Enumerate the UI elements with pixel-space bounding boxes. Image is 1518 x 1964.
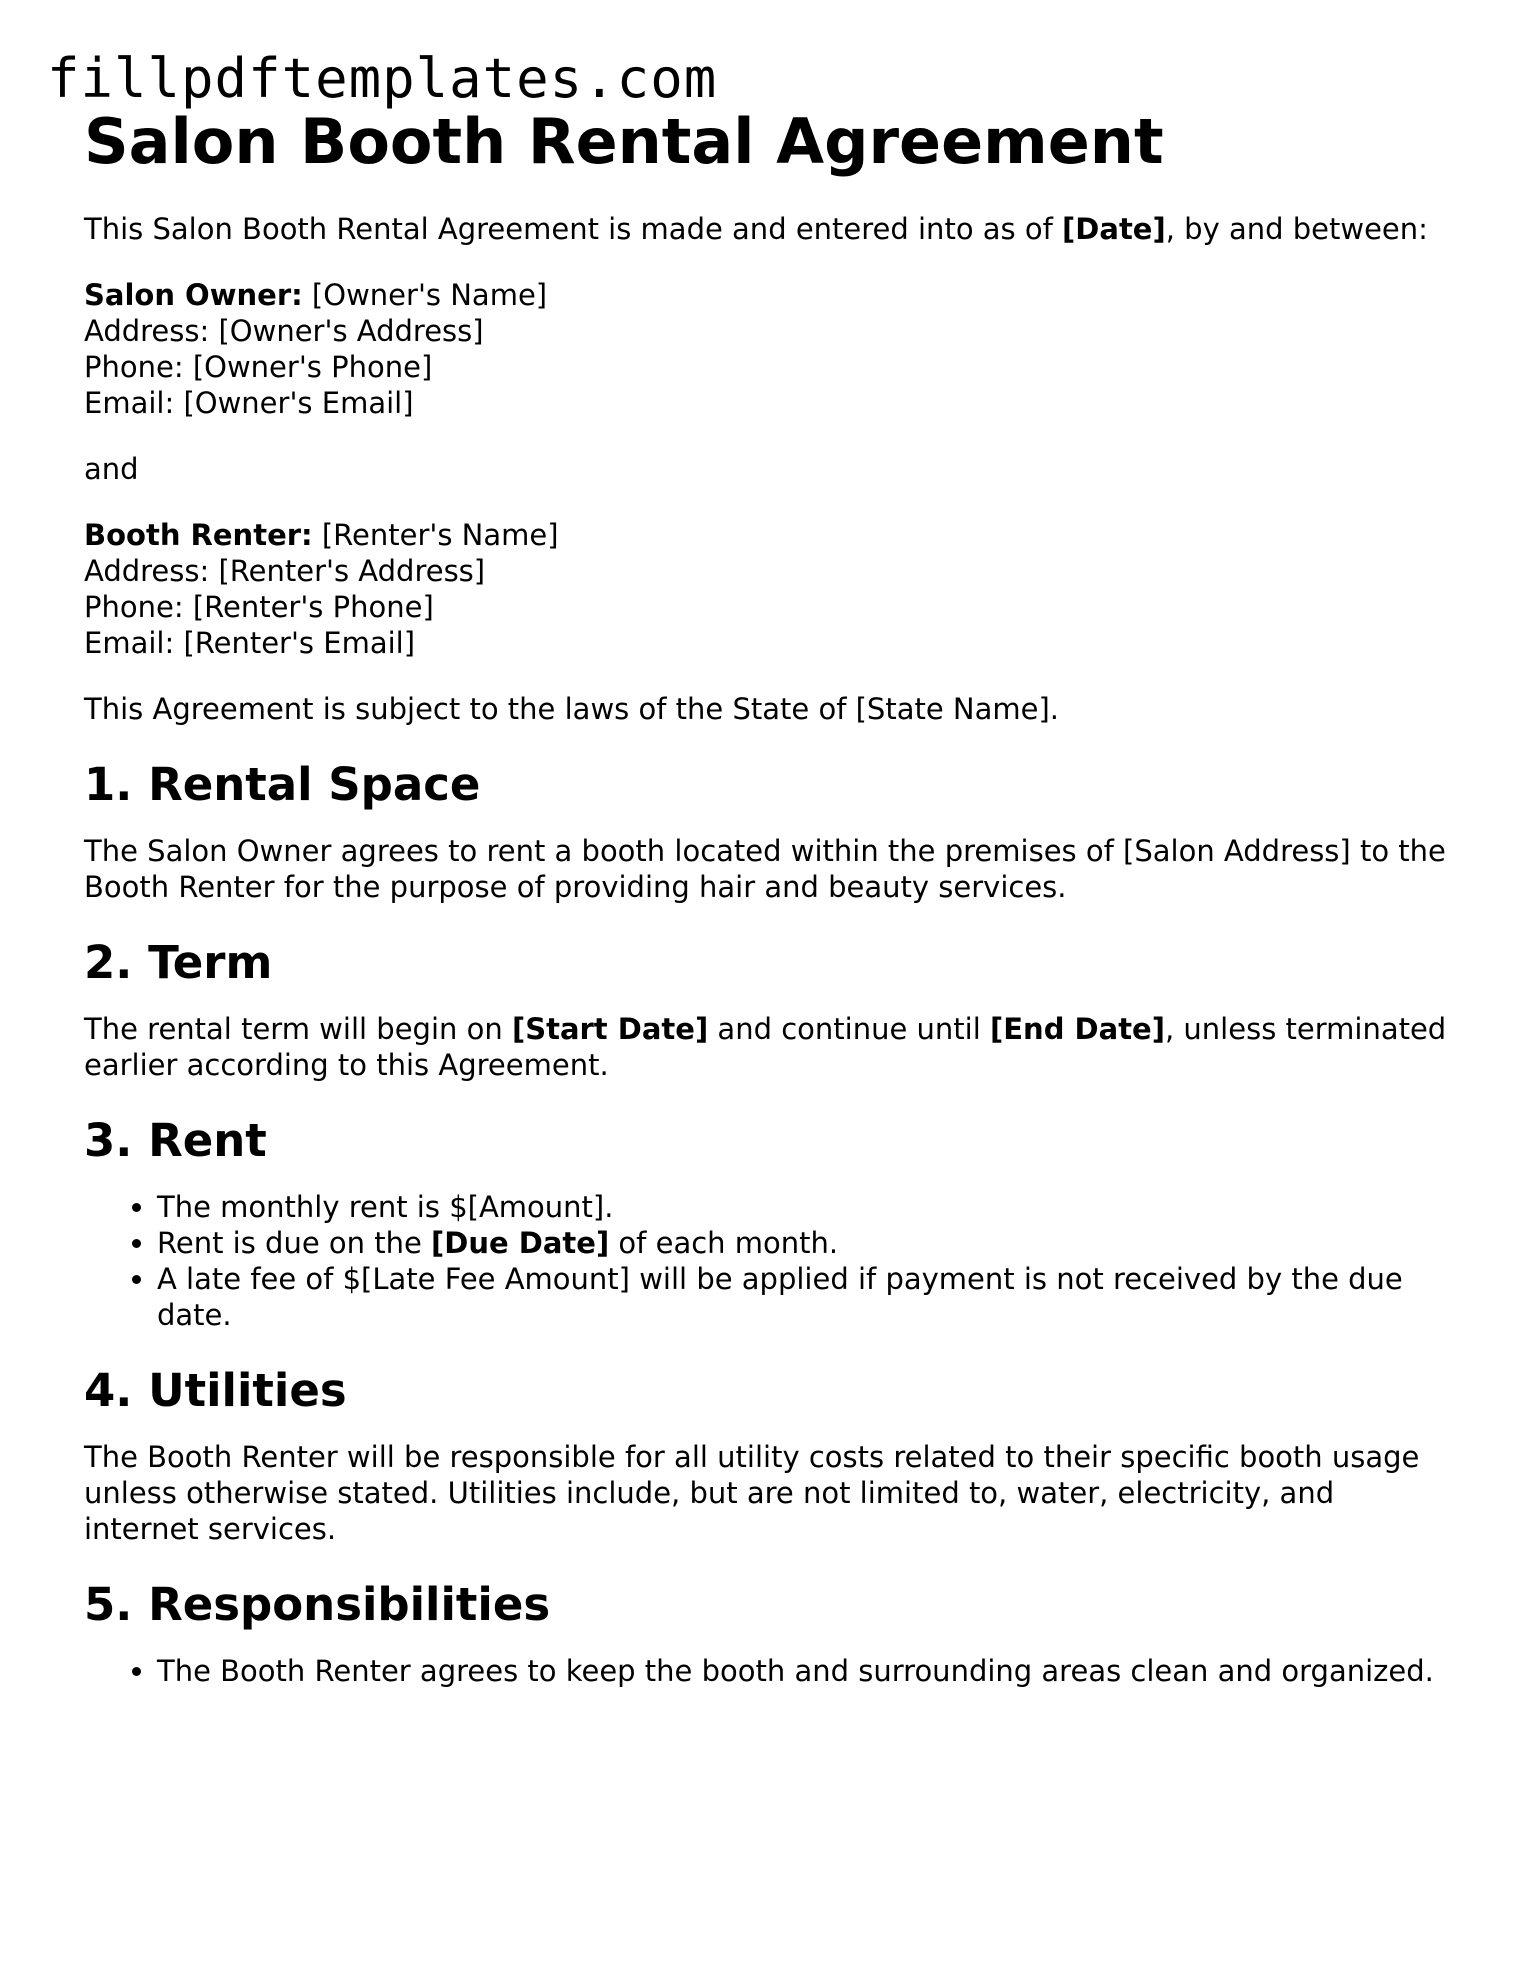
renter-address: Address: [Renter's Address] <box>84 554 486 588</box>
watermark: fillpdftemplates.com <box>47 47 718 110</box>
document-page <box>84 104 1454 1719</box>
rent-item-amount: • The monthly rent is $[Amount]. <box>157 1189 1454 1225</box>
section-heading-rent: 3. Rent <box>84 1114 267 1167</box>
renter-info <box>84 517 1454 661</box>
agreement-date: [Date] <box>1062 212 1166 246</box>
rent-due-text-end: of each month. <box>609 1226 839 1260</box>
renter-name: [Renter's Name] <box>312 518 559 552</box>
term-text-end: , unless terminated earlier according to this Agreement. <box>84 1012 1447 1082</box>
owner-label: Salon Owner: <box>84 278 303 312</box>
owner-name-line <box>84 277 1454 313</box>
intro-text-end: , by and between: <box>1165 212 1428 246</box>
renter-phone: Phone: [Renter's Phone] <box>84 590 434 624</box>
renter-email: Email: [Renter's Email] <box>84 626 416 660</box>
renter-name-line <box>84 517 1454 553</box>
and-text: and <box>84 452 139 486</box>
utilities-text: The Booth Renter will be responsible for all utility costs related to their specific booth usage unless otherwise stated. Utilities include, but are not limited to, water, electricity, and internet services. <box>84 1440 1420 1546</box>
rent-item-due-date <box>157 1225 1454 1261</box>
owner-address: Address: [Owner's Address] <box>84 314 484 348</box>
end-date: [End Date] <box>989 1012 1165 1046</box>
rental-space-text: The Salon Owner agrees to rent a booth located within the premises of [Salon Address] to the Booth Renter for the purpose of providing hair and beauty services. <box>84 834 1446 904</box>
section-heading-term: 2. Term <box>84 936 273 989</box>
responsibilities-list <box>84 1653 1454 1689</box>
section-heading-rental-space: 1. Rental Space <box>84 758 481 811</box>
renter-label: Booth Renter: <box>84 518 313 552</box>
intro-text: This Salon Booth Rental Agreement is made and entered into as of <box>84 212 1063 246</box>
term-text-mid: and continue until <box>708 1012 990 1046</box>
document-title: Salon Booth Rental Agreement <box>84 105 1164 178</box>
owner-info <box>84 277 1454 421</box>
rent-list <box>84 1189 1454 1333</box>
section-heading-responsibilities: 5. Responsibilities <box>84 1578 551 1631</box>
responsibility-item: • The Booth Renter agrees to keep the booth and surrounding areas clean and organized. <box>157 1653 1454 1689</box>
owner-name: [Owner's Name] <box>302 278 548 312</box>
section-heading-utilities: 4. Utilities <box>84 1364 347 1417</box>
rent-due-text: Rent is due on the <box>157 1226 432 1260</box>
term-text <box>84 1011 1454 1083</box>
governing-law: This Agreement is subject to the laws of the State of [State Name]. <box>84 692 1059 726</box>
owner-phone: Phone: [Owner's Phone] <box>84 350 433 384</box>
rent-item-late-fee: • A late fee of $[Late Fee Amount] will be applied if payment is not received by the due date. <box>157 1261 1454 1333</box>
term-text-start: The rental term will begin on <box>84 1012 512 1046</box>
owner-email: Email: [Owner's Email] <box>84 386 414 420</box>
start-date: [Start Date] <box>511 1012 709 1046</box>
due-date: [Due Date] <box>431 1226 610 1260</box>
intro-paragraph <box>84 211 1454 247</box>
